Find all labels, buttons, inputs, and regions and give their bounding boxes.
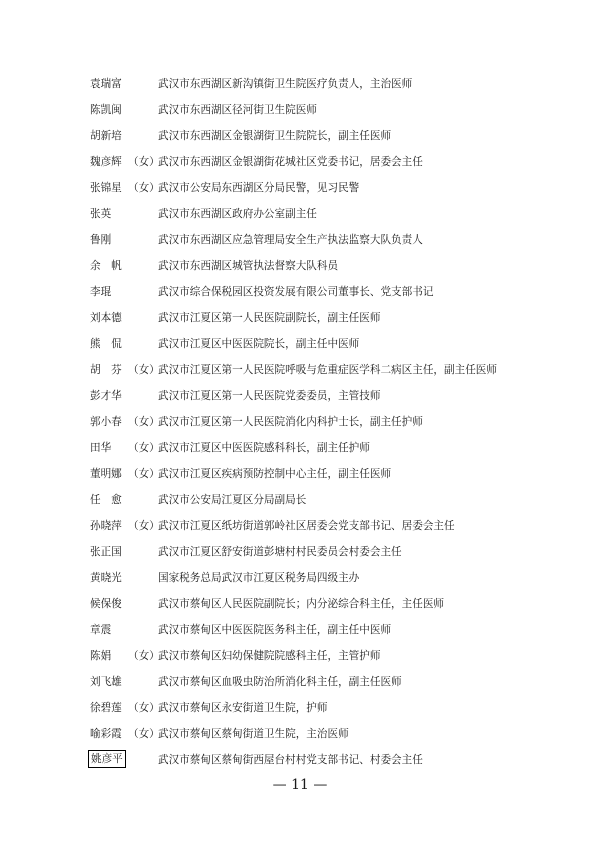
position-description: 武汉市综合保税园区投资发展有限公司董事长、党支部书记 bbox=[158, 286, 434, 298]
position-description: 武汉市东西湖区应急管理局安全生产执法监察大队负责人 bbox=[158, 234, 423, 246]
person-name: 任 愈 bbox=[90, 494, 122, 506]
list-item bbox=[90, 466, 570, 492]
position-description: 武汉市蔡甸区血吸虫防治所消化科主任，副主任医师 bbox=[158, 676, 402, 688]
list-item bbox=[90, 752, 570, 778]
list-item bbox=[90, 700, 570, 726]
position-description: 武汉市江夏区中医医院院长，副主任中医师 bbox=[158, 338, 360, 350]
person-name: 张锦星 bbox=[90, 182, 122, 194]
person-name: 刘飞雄 bbox=[90, 676, 122, 688]
position-description: 武汉市江夏区纸坊街道郭岭社区居委会党支部书记、居委会主任 bbox=[158, 520, 455, 532]
person-name: 孙晓萍 bbox=[90, 520, 122, 532]
person-name: 章震 bbox=[90, 624, 112, 636]
list-item bbox=[90, 648, 570, 674]
list-item bbox=[90, 674, 570, 700]
gender-note: （女） bbox=[128, 182, 160, 194]
person-name: 陈娟 bbox=[90, 650, 112, 662]
person-name: 胡新培 bbox=[90, 130, 122, 142]
gender-note: （女） bbox=[128, 702, 160, 714]
list-item bbox=[90, 596, 570, 622]
person-name: 熊 侃 bbox=[90, 338, 122, 350]
list-item bbox=[90, 336, 570, 362]
page-number: — 11 — bbox=[272, 777, 328, 793]
position-description: 国家税务总局武汉市江夏区税务局四级主办 bbox=[158, 572, 360, 584]
list-item bbox=[90, 180, 570, 206]
position-description: 武汉市东西湖区金银湖街花城社区党委书记，居委会主任 bbox=[158, 156, 423, 168]
position-description: 武汉市江夏区第一人民医院消化内科护士长，副主任护师 bbox=[158, 416, 423, 428]
list-item bbox=[90, 310, 570, 336]
person-name: 张正国 bbox=[90, 546, 122, 558]
list-item bbox=[90, 414, 570, 440]
list-item bbox=[90, 518, 570, 544]
position-description: 武汉市蔡甸区永安街道卫生院，护师 bbox=[158, 702, 328, 714]
award-list bbox=[90, 76, 570, 778]
person-name: 胡 芬 bbox=[90, 364, 122, 376]
list-item bbox=[90, 622, 570, 648]
position-description: 武汉市东西湖区径河街卫生院医师 bbox=[158, 104, 317, 116]
position-description: 武汉市江夏区疾病预防控制中心主任，副主任医师 bbox=[158, 468, 392, 480]
person-name: 彭才华 bbox=[90, 390, 122, 402]
list-item bbox=[90, 726, 570, 752]
position-description: 武汉市蔡甸区中医医院医务科主任，副主任中医师 bbox=[158, 624, 392, 636]
position-description: 武汉市蔡甸区蔡甸街西屋台村村党支部书记、村委会主任 bbox=[158, 754, 423, 766]
list-item bbox=[90, 258, 570, 284]
position-description: 武汉市江夏区舒安街道彭塘村村民委员会村委会主任 bbox=[158, 546, 402, 558]
list-item bbox=[90, 102, 570, 128]
position-description: 武汉市江夏区中医医院感科科长，副主任护师 bbox=[158, 442, 370, 454]
list-item bbox=[90, 492, 570, 518]
position-description: 武汉市东西湖区金银湖街卫生院院长，副主任医师 bbox=[158, 130, 392, 142]
position-description: 武汉市江夏区第一人民医院党委委员，主管技师 bbox=[158, 390, 381, 402]
position-description: 武汉市东西湖区城管执法督察大队科员 bbox=[158, 260, 339, 272]
list-item bbox=[90, 154, 570, 180]
person-name: 李琨 bbox=[90, 286, 112, 298]
position-description: 武汉市东西湖区政府办公室副主任 bbox=[158, 208, 317, 220]
list-item bbox=[90, 440, 570, 466]
person-name: 袁瑞富 bbox=[90, 78, 122, 90]
position-description: 武汉市公安局江夏区分局副局长 bbox=[158, 494, 307, 506]
person-name: 喻彩霞 bbox=[90, 728, 122, 740]
position-description: 武汉市蔡甸区蔡甸街道卫生院，主治医师 bbox=[158, 728, 349, 740]
person-name: 徐碧莲 bbox=[90, 702, 122, 714]
list-item bbox=[90, 570, 570, 596]
list-item bbox=[90, 362, 570, 388]
list-item bbox=[90, 232, 570, 258]
gender-note: （女） bbox=[128, 156, 160, 168]
gender-note: （女） bbox=[128, 650, 160, 662]
position-description: 武汉市蔡甸区妇幼保健院院感科主任，主管护师 bbox=[158, 650, 381, 662]
gender-note: （女） bbox=[128, 520, 160, 532]
gender-note: （女） bbox=[128, 728, 160, 740]
person-name: 候保俊 bbox=[90, 598, 122, 610]
person-name: 张英 bbox=[90, 208, 112, 220]
person-name: 刘本德 bbox=[90, 312, 122, 324]
position-description: 武汉市公安局东西湖区分局民警，见习民警 bbox=[158, 182, 360, 194]
gender-note: （女） bbox=[128, 442, 160, 454]
person-name: 董明娜 bbox=[90, 468, 122, 480]
list-item bbox=[90, 284, 570, 310]
person-name: 黄晓光 bbox=[90, 572, 122, 584]
person-name: 陈凯闽 bbox=[90, 104, 122, 116]
list-item bbox=[90, 76, 570, 102]
gender-note: （女） bbox=[128, 468, 160, 480]
list-item bbox=[90, 544, 570, 570]
list-item bbox=[90, 206, 570, 232]
list-item bbox=[90, 388, 570, 414]
gender-note: （女） bbox=[128, 364, 160, 376]
gender-note: （女） bbox=[128, 416, 160, 428]
person-name: 余 帆 bbox=[90, 260, 122, 272]
person-name: 鲁刚 bbox=[90, 234, 112, 246]
person-name: 姚彦平 bbox=[88, 750, 126, 768]
list-item bbox=[90, 128, 570, 154]
position-description: 武汉市蔡甸区人民医院副院长；内分泌综合科主任，主任医师 bbox=[158, 598, 445, 610]
position-description: 武汉市东西湖区新沟镇街卫生院医疗负责人，主治医师 bbox=[158, 78, 413, 90]
person-name: 郭小春 bbox=[90, 416, 122, 428]
person-name: 田华 bbox=[90, 442, 112, 454]
person-name: 魏彦辉 bbox=[90, 156, 122, 168]
position-description: 武汉市江夏区第一人民医院副院长，副主任医师 bbox=[158, 312, 381, 324]
position-description: 武汉市江夏区第一人民医院呼吸与危重症医学科二病区主任，副主任医师 bbox=[158, 364, 497, 376]
